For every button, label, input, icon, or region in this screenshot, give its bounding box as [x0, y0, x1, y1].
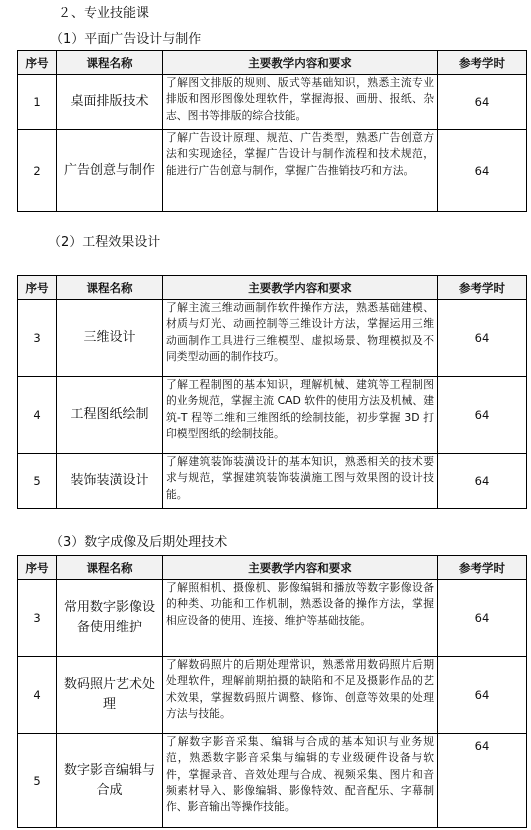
header-content: 主要教学内容和要求	[163, 51, 438, 75]
table-row	[18, 377, 527, 454]
table-row	[18, 454, 527, 509]
row-course-name: 数字影音编辑与合成	[57, 734, 163, 828]
table-row	[18, 580, 527, 657]
header-hours: 参考学时	[438, 276, 527, 300]
row-course-name: 常用数字影像设备使用维护	[57, 580, 163, 657]
row-hours: 64	[438, 130, 527, 212]
table-header-row	[18, 51, 527, 75]
header-name: 课程名称	[57, 51, 163, 75]
header-seq: 序号	[18, 556, 57, 580]
row-course-name: 三维设计	[57, 300, 163, 377]
row-hours: 64	[438, 580, 527, 657]
row-hours: 64	[438, 454, 527, 509]
row-hours: 64	[438, 300, 527, 377]
row-course-name: 数码照片艺术处理	[57, 657, 163, 734]
row-seq: 5	[18, 734, 57, 828]
row-content: 了解数码照片的后期处理常识，熟悉常用数码照片后期处理软件，理解前期拍摄的缺陷和不足及摄影作品的艺术效果，掌握数码照片调整、修饰、创意等效果的处理方法与技能。	[163, 657, 438, 734]
row-course-name: 工程图纸绘制	[57, 377, 163, 454]
group-3-title: （3）数字成像及后期处理技术	[50, 535, 228, 550]
row-content: 了解广告设计原理、规范、广告类型，熟悉广告创意方法和实现途径，掌握广告设计与制作流程和技术规范，能进行广告创意与制作，掌握广告推销技巧和方法。	[163, 130, 438, 212]
header-seq: 序号	[18, 276, 57, 300]
row-content: 了解工程制图的基本知识，理解机械、建筑等工程制图的业务规范，掌握主流 CAD 软件的使用方法及机械、建筑-T 程等二维和三维图纸的绘制技能，初步掌握 3D 打印模型图纸的绘制技能。	[163, 377, 438, 454]
row-seq: 3	[18, 580, 57, 657]
header-name: 课程名称	[57, 556, 163, 580]
row-content: 了解照相机、摄像机、影像编辑和播放等数字影像设备的种类、功能和工作机制，熟悉设备的操作方法，掌握相应设备的使用、连接、维护等基础技能。	[163, 580, 438, 657]
course-table-1	[17, 50, 527, 212]
row-seq: 4	[18, 377, 57, 454]
group-1-title: （1）平面广告设计与制作	[50, 32, 202, 47]
row-content: 了解建筑装饰装潢设计的基本知识，熟悉相关的技术要求与规范，掌握建筑装饰装潢施工图与效果图的设计技能。	[163, 454, 438, 509]
row-hours: 64	[438, 657, 527, 734]
row-course-name: 装饰装潢设计	[57, 454, 163, 509]
header-hours: 参考学时	[438, 556, 527, 580]
table-header-row	[18, 276, 527, 300]
course-table-3	[17, 555, 527, 828]
row-seq: 4	[18, 657, 57, 734]
group-2-title: （2）工程效果设计	[48, 235, 161, 250]
table-row	[18, 130, 527, 212]
table-header-row	[18, 556, 527, 580]
section-title: ２、专业技能课	[58, 6, 150, 21]
row-seq: 5	[18, 454, 57, 509]
row-seq: 2	[18, 130, 57, 212]
row-content: 了解主流三维动画制作软件操作方法，熟悉基础建模、材质与灯光、动画控制等三维设计方法，掌握运用三维动画制作工具进行三维模型、虚拟场景、物理模拟及不同类型动画的制作技巧。	[163, 300, 438, 377]
table-row	[18, 657, 527, 734]
header-content: 主要教学内容和要求	[163, 276, 438, 300]
row-course-name: 桌面排版技术	[57, 75, 163, 130]
row-course-name: 广告创意与制作	[57, 130, 163, 212]
header-hours: 参考学时	[438, 51, 527, 75]
table-row	[18, 300, 527, 377]
course-table-2	[17, 275, 527, 509]
row-content: 了解数字影音采集、编辑与合成的基本知识与业务规范，熟悉数字影音采集与编辑的专业级硬件设备与软件，掌握录音、音效处理与合成、视频采集、图片和音频素材导入、影像编辑、影像特效、配音配乐、字幕制作、影音输出等操作技能。	[163, 734, 438, 828]
row-hours: 64	[438, 377, 527, 454]
header-name: 课程名称	[57, 276, 163, 300]
header-seq: 序号	[18, 51, 57, 75]
header-content: 主要教学内容和要求	[163, 556, 438, 580]
row-hours: 64	[438, 734, 527, 828]
row-content: 了解图文排版的规则、版式等基础知识，熟悉主流专业排版和图形图像处理软件，掌握海报、画册、报纸、杂志、图书等排版的综合技能。	[163, 75, 438, 130]
row-seq: 1	[18, 75, 57, 130]
row-hours: 64	[438, 75, 527, 130]
table-row	[18, 734, 527, 828]
row-seq: 3	[18, 300, 57, 377]
table-row	[18, 75, 527, 130]
